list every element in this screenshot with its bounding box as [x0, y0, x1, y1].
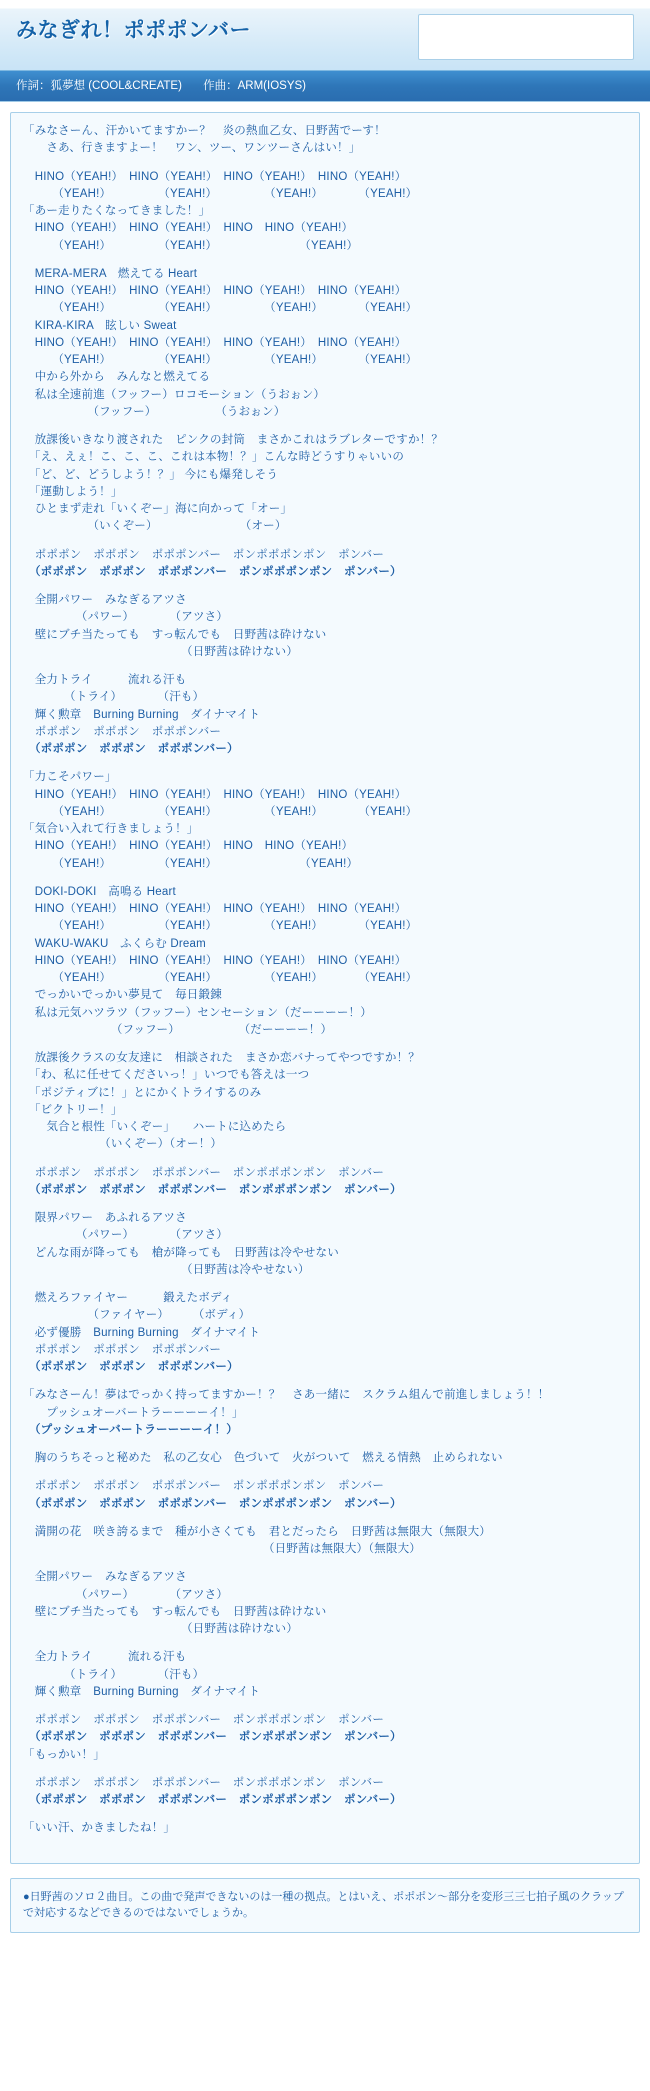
lyrics-line: （YEAH!） （YEAH!） （YEAH!）: [23, 239, 359, 252]
lyrics-block: [23, 1712, 627, 1764]
lyrics-line: （日野茜は冷やせない）: [23, 1263, 310, 1276]
lyrics-block: [23, 1450, 627, 1467]
lyrics-line: WAKU-WAKU ふくらむ Dream: [23, 937, 206, 950]
lyrics-line: 気合と根性「いくぞー」 ハートに込めたら: [23, 1121, 287, 1133]
bullet-icon: ●: [23, 1890, 30, 1903]
lyrics-block: [23, 769, 627, 873]
lyrics-line: 「運動しよう！」: [23, 485, 123, 498]
lyrics-block: [23, 672, 627, 758]
lyrics-block: [23, 1050, 627, 1154]
lyrics-line: 壁にブチ当たっても すっ転んでも 日野茜は砕けない: [23, 1605, 327, 1618]
lyrics-block: [23, 123, 627, 158]
lyrics-line: （日野茜は砕けない）: [23, 645, 299, 658]
title-bar: [0, 0, 650, 64]
lyrics-line: HINO（YEAH!） HINO（YEAH!） HINO（YEAH!） HINO（YEAH!）: [23, 788, 407, 801]
lyrics-line: （ポポポン ポポポン ポポポンバー ポンポポポンポン ポンバー）: [23, 1183, 402, 1196]
lyrics-line: 「わ、私に任せてくださいっ！」いつでも答えは一つ: [23, 1069, 310, 1082]
lyrics-line: ポポポン ポポポン ポポポンバー: [23, 1343, 222, 1356]
lyrics-line: 「気合い入れて行きましょう！」: [23, 823, 199, 835]
lyrics-line: ポポポン ポポポン ポポポンバー: [23, 725, 222, 738]
note-panel: [10, 1878, 640, 1933]
lyrics-line: 中から外から みんなと燃えてる: [23, 371, 211, 384]
lyrics-line: 「みなさーん！夢はでっかく持ってますかー！？ さあ一緒に スクラム組んで前進しましょう！！: [23, 1389, 550, 1402]
lyrics-block: [23, 1569, 627, 1638]
lyrics-line: 「もっかい！」: [23, 1748, 105, 1761]
title-placeholder-box: [418, 14, 634, 60]
note-text: [23, 1889, 627, 1922]
lyrics-line: 輝く勲章 Burning Burning ダイナマイト: [23, 708, 261, 721]
lyrics-line: （YEAH!） （YEAH!） （YEAH!） （YEAH!）: [23, 187, 418, 200]
lyrics-line: （YEAH!） （YEAH!） （YEAH!） （YEAH!）: [23, 920, 418, 933]
note-body: 日野茜のソロ２曲目。この曲で発声できないのは一種の拠点。とはいえ、ポポポン〜部分を変形三三七拍子風のクラップで対応するなどできるのではないでしょうか。: [23, 1890, 624, 1919]
lyrics-block: [23, 1478, 627, 1513]
lyrics-line: （フッフー） （だーーーー！）: [23, 1023, 333, 1036]
lyrics-line: 全力トライ 流れる汗も: [23, 674, 187, 686]
lyrics-line: （プッシュオーバートラーーーーイ！）: [23, 1423, 238, 1436]
lyrics-line: 「ビクトリー！」: [23, 1103, 123, 1116]
lyrics-line: 私は全速前進（フッフー）ロコモーション（うおぉン）: [23, 388, 326, 401]
lyrics-line: （ポポポン ポポポン ポポポンバー ポンポポポンポン ポンバー）: [23, 1794, 402, 1806]
lyrics-line: （ポポポン ポポポン ポポポンバー）: [23, 1361, 239, 1373]
lyrics-block: [23, 1524, 627, 1559]
lyrics-line: 燃えろファイヤー 鍛えたボディ: [23, 1292, 233, 1304]
lyrics-line: （ポポポン ポポポン ポポポンバー ポンポポポンポン ポンバー）: [23, 1731, 402, 1744]
lyrics-line: （YEAH!） （YEAH!） （YEAH!）: [23, 857, 359, 870]
lyrics-line: （フッフー） （うおぉン）: [23, 405, 286, 418]
lyrics-line: さあ、行きますよー！ ワン、ツー、ワンツーさんはい！」: [23, 142, 361, 155]
lyrics-block: [23, 1820, 627, 1837]
lyrics-line: ポポポン ポポポン ポポポンバー ポンポポポンポン ポンバー: [23, 1776, 385, 1789]
lyrics-block: [23, 1387, 627, 1439]
lyrics-line: ポポポン ポポポン ポポポンバー ポンポポポンポン ポンバー: [23, 1480, 385, 1493]
lyrics-line: （ポポポン ポポポン ポポポンバー ポンポポポンポン ポンバー）: [23, 1497, 402, 1510]
lyrics-block: [23, 1775, 627, 1810]
lyricist-credit: 作詞：狐夢想 (COOL&CREATE): [16, 80, 182, 92]
lyrics-block: [23, 1165, 627, 1200]
lyrics-line: 放課後クラスの女友達に 相談された まさか恋バナってやつですか！？: [23, 1052, 420, 1064]
credit-bar: [0, 70, 650, 101]
lyrics-line: 必ず優勝 Burning Burning ダイナマイト: [23, 1326, 261, 1339]
lyrics-line: 壁にブチ当たっても すっ転んでも 日野茜は砕けない: [23, 628, 327, 641]
lyrics-block: [23, 266, 627, 421]
lyrics-line: （YEAH!） （YEAH!） （YEAH!） （YEAH!）: [23, 972, 418, 984]
lyrics-line: どんな雨が降っても 槍が降っても 日野茜は冷やせない: [23, 1246, 339, 1259]
page-title: みなぎれ！ポポポンバー: [16, 19, 252, 42]
lyrics-line: 「ポジティブに！」とにかくトライするのみ: [23, 1086, 262, 1099]
lyrics-line: ポポポン ポポポン ポポポンバー ポンポポポンポン ポンバー: [23, 1166, 385, 1179]
lyrics-line: （パワー） （アツさ）: [23, 611, 229, 624]
lyrics-line: （トライ） （汗も）: [23, 691, 205, 704]
lyrics-body: [17, 123, 633, 1838]
lyrics-line: HINO（YEAH!） HINO（YEAH!） HINO HINO（YEAH!）: [23, 222, 354, 235]
lyrics-block: [23, 884, 627, 1039]
lyrics-line: 全開パワー みなぎるアツさ: [23, 1571, 187, 1584]
lyrics-line: （日野茜は砕けない）: [23, 1623, 299, 1635]
lyrics-line: ポポポン ポポポン ポポポンバー ポンポポポンポン ポンバー: [23, 1714, 385, 1726]
lyrics-line: MERA-MERA 燃えてる Heart: [23, 267, 198, 280]
lyrics-block: [23, 169, 627, 255]
lyrics-line: HINO（YEAH!） HINO（YEAH!） HINO（YEAH!） HINO（YEAH!）: [23, 170, 407, 183]
lyrics-line: 「いい汗、かきましたね！」: [23, 1822, 176, 1835]
lyrics-panel: [10, 112, 640, 1864]
lyrics-line: 「力こそパワー」: [23, 771, 117, 784]
lyrics-line: （パワー） （アツさ）: [23, 1588, 229, 1601]
composer-credit: 作曲：ARM(IOSYS): [203, 80, 306, 92]
lyrics-line: （YEAH!） （YEAH!） （YEAH!） （YEAH!）: [23, 805, 418, 818]
lyrics-block: [23, 432, 627, 536]
lyrics-line: （ファイヤー） （ボディ）: [23, 1309, 251, 1322]
lyrics-block: [23, 1290, 627, 1376]
lyrics-line: HINO（YEAH!） HINO（YEAH!） HINO（YEAH!） HINO（YEAH!）: [23, 903, 407, 915]
lyrics-line: （パワー） （アツさ）: [23, 1229, 229, 1242]
page-header: [0, 0, 650, 102]
lyrics-line: 全力トライ 流れる汗も: [23, 1651, 187, 1664]
lyrics-line: 「みなさーん、汗かいてますかー？ 炎の熱血乙女、日野茜でーす！: [23, 125, 386, 137]
lyrics-line: 「ど、ど、どうしよう！？」 今にも爆発しそう: [23, 468, 279, 481]
lyrics-line: 輝く勲章 Burning Burning ダイナマイト: [23, 1685, 261, 1698]
lyrics-line: （トライ） （汗も）: [23, 1668, 205, 1681]
lyrics-block: [23, 1210, 627, 1279]
lyrics-line: （YEAH!） （YEAH!） （YEAH!） （YEAH!）: [23, 302, 418, 315]
lyrics-block: [23, 547, 627, 582]
lyrics-line: プッシュオーバートラーーーーイ！」: [23, 1406, 244, 1419]
lyrics-line: 胸のうちそっと秘めた 私の乙女心 色づいて 火がついて 燃える情熱 止められない: [23, 1452, 503, 1464]
lyrics-line: （YEAH!） （YEAH!） （YEAH!） （YEAH!）: [23, 354, 418, 366]
lyrics-line: （ポポポン ポポポン ポポポンバー）: [23, 743, 239, 755]
lyrics-line: （ポポポン ポポポン ポポポンバー ポンポポポンポン ポンバー）: [23, 565, 402, 578]
lyrics-line: （いくぞー） （オー）: [23, 520, 287, 533]
lyrics-line: HINO（YEAH!） HINO（YEAH!） HINO（YEAH!） HINO（YEAH!）: [23, 954, 407, 967]
lyrics-line: KIRA-KIRA 眩しい Sweat: [23, 319, 177, 332]
lyrics-line: 「あー走りたくなってきました！」: [23, 205, 211, 217]
lyrics-line: （いくぞー）（オー！）: [23, 1138, 223, 1151]
lyrics-line: 満開の花 咲き誇るまで 種が小さくても 君とだったら 日野茜は無限大（無限大）: [23, 1525, 491, 1538]
lyrics-line: ポポポン ポポポン ポポポンバー ポンポポポンポン ポンバー: [23, 548, 385, 561]
lyrics-line: 放課後いきなり渡された ピンクの封筒 まさかこれはラブレターですか！？: [23, 434, 444, 446]
lyrics-line: HINO（YEAH!） HINO（YEAH!） HINO HINO（YEAH!）: [23, 840, 354, 853]
lyrics-block: [23, 592, 627, 661]
lyrics-line: でっかいでっかい夢見て 毎日鍛錬: [23, 989, 222, 1002]
lyrics-line: DOKI-DOKI 高鳴る Heart: [23, 885, 176, 898]
lyrics-line: 私は元気ハツラツ（フッフー）センセーション（だーーーー！）: [23, 1006, 372, 1019]
lyrics-line: HINO（YEAH!） HINO（YEAH!） HINO（YEAH!） HINO（YEAH!）: [23, 285, 407, 297]
lyrics-line: 「え、えぇ！こ、こ、こ、これは本物！？」こんな時どうすりゃいいの: [23, 451, 405, 464]
lyrics-line: HINO（YEAH!） HINO（YEAH!） HINO（YEAH!） HINO（YEAH!）: [23, 336, 407, 349]
lyrics-line: 限界パワー あふれるアツさ: [23, 1212, 187, 1224]
lyrics-block: [23, 1649, 627, 1701]
lyrics-line: 全開パワー みなぎるアツさ: [23, 594, 187, 606]
lyrics-line: （日野茜は無限大）（無限大）: [23, 1543, 421, 1555]
lyrics-line: ひとまず走れ「いくぞー」海に向かって「オー」: [23, 503, 293, 515]
